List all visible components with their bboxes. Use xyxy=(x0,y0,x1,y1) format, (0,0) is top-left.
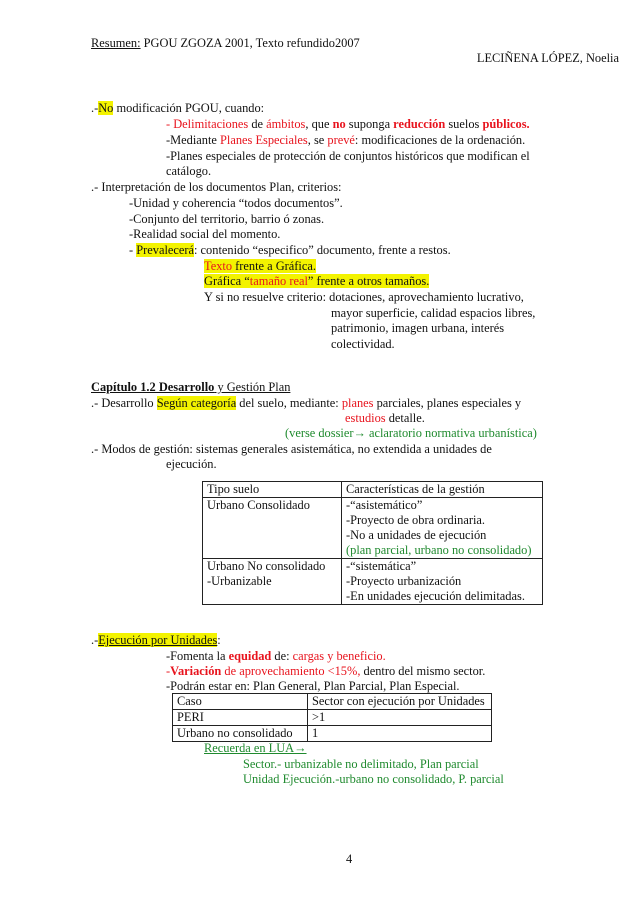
segun-categoria-term: Según categoría xyxy=(156,396,237,410)
table-row xyxy=(173,710,492,726)
text: .- Desarrollo xyxy=(91,396,157,410)
bullet: .- xyxy=(91,633,99,647)
cell-line: -No a unidades de ejecución xyxy=(346,528,487,542)
table-header-row xyxy=(173,694,492,710)
podran-line: -Podrán estar en: Plan General, Plan Parcial, Plan Especial. xyxy=(166,679,460,693)
criterion-item: -Realidad social del momento. xyxy=(129,227,281,241)
desarrollo-line xyxy=(91,396,521,411)
chapter-heading xyxy=(91,380,290,395)
variacion-line xyxy=(166,664,485,679)
catalogo-line: catálogo. xyxy=(166,164,212,178)
tipo-suelo-table xyxy=(202,481,543,605)
table-header-row xyxy=(203,482,543,498)
texto-line xyxy=(204,259,316,274)
page-number: 4 xyxy=(346,852,353,866)
ejecucion-term: Ejecución por Unidades xyxy=(98,633,218,647)
text: parciales, planes especiales y xyxy=(373,396,522,410)
planes-especiales-line xyxy=(166,133,525,148)
text: de xyxy=(248,117,267,131)
texto-term: Texto xyxy=(204,259,233,273)
text: suponga xyxy=(345,117,394,131)
table-cell: Urbano Consolidado xyxy=(203,498,342,559)
header-doc-title: PGOU ZGOZA 2001, Texto refundido2007 xyxy=(140,36,360,50)
text: , que xyxy=(305,117,333,131)
chapter-title: Capítulo 1.2 Desarrollo xyxy=(91,380,215,394)
text: -Fomenta la xyxy=(166,649,229,663)
planes-term: planes xyxy=(341,396,374,410)
delimitaciones-term: Delimitaciones xyxy=(173,117,249,131)
header-title xyxy=(91,36,360,51)
cell-line: -“asistemático” xyxy=(346,498,423,512)
text: , se xyxy=(307,133,328,147)
table-row xyxy=(203,559,543,605)
table-row xyxy=(203,498,543,559)
fomenta-line xyxy=(166,649,386,664)
criterio-line: Y si no resuelve criterio: dotaciones, aprovechamiento lucrativo, xyxy=(204,290,524,304)
ejecucion-heading xyxy=(91,633,221,648)
text: -Mediante xyxy=(166,133,221,147)
text: ” frente a otros tamaños. xyxy=(307,274,430,288)
recuerda-lua: Recuerda en LUA→ xyxy=(204,741,307,755)
table-cell xyxy=(342,559,543,605)
text: Gráfica “ xyxy=(204,274,250,288)
publicos-term: públicos. xyxy=(482,117,530,131)
text: dentro del mismo sector. xyxy=(360,664,486,678)
criterion-item: -Conjunto del territorio, barrio ó zonas. xyxy=(129,212,325,226)
text: de: xyxy=(271,649,293,663)
interpretacion-heading: .- Interpretación de los documentos Plan, criterios: xyxy=(91,180,342,194)
table-header-cell: Caso xyxy=(173,694,308,710)
aprovechamiento-term: de aprovechamiento <15%, xyxy=(221,664,361,678)
preve-term: prevé xyxy=(327,133,355,147)
estudios-term: estudios xyxy=(345,411,386,425)
header-prefix: Resumen: xyxy=(91,36,141,50)
header-author: LECIÑENA LÓPEZ, Noelia xyxy=(476,51,619,65)
tamano-real-term: tamaño real xyxy=(249,274,308,288)
table-cell xyxy=(203,559,342,605)
table-cell: 1 xyxy=(308,726,492,742)
table-cell: >1 xyxy=(308,710,492,726)
casos-table xyxy=(172,693,492,742)
verse-dossier-note: (verse dossier→ aclaratorio normativa urbanística) xyxy=(285,426,537,440)
no-term: no xyxy=(332,117,346,131)
reduccion-term: reducción xyxy=(393,117,446,131)
text: frente a Gráfica. xyxy=(232,259,316,273)
variacion-term: Variación xyxy=(170,664,222,678)
cell-line: -En unidades ejecución delimitadas. xyxy=(346,589,525,603)
delimitaciones-line xyxy=(166,117,530,132)
equidad-term: equidad xyxy=(228,649,272,663)
bullet: .- xyxy=(91,101,99,115)
proteccion-line: -Planes especiales de protección de conjuntos históricos que modifican el xyxy=(166,149,530,163)
criterio-line: patrimonio, imagen urbana, interés xyxy=(331,321,505,335)
text: : modificaciones de la ordenación. xyxy=(354,133,526,147)
modos-gestion-line-2: ejecución. xyxy=(166,457,217,471)
dash: - xyxy=(166,664,171,678)
cell-line: -Proyecto de obra ordinaria. xyxy=(346,513,485,527)
cell-line: Urbano No consolidado xyxy=(207,559,326,573)
table-header-cell: Tipo suelo xyxy=(203,482,342,498)
planes-especiales-term: Planes Especiales xyxy=(220,133,308,147)
cell-line: -“sistemática” xyxy=(346,559,417,573)
text: detalle. xyxy=(385,411,425,425)
text: suelos xyxy=(445,117,483,131)
cargas-term: cargas y beneficio. xyxy=(292,649,386,663)
text: del suelo, mediante: xyxy=(236,396,342,410)
cell-line: -Urbanizable xyxy=(207,574,272,588)
table-row xyxy=(173,726,492,742)
prevalecera-item xyxy=(129,243,451,258)
criterion-item: -Unidad y coherencia “todos documentos”. xyxy=(129,196,343,210)
dash: - xyxy=(129,243,137,257)
table-header-cell: Características de la gestión xyxy=(342,482,543,498)
table-cell: PERI xyxy=(173,710,308,726)
modos-gestion-line: .- Modos de gestión: sistemas generales asistemática, no extendida a unidades de xyxy=(91,442,492,456)
dash: - xyxy=(166,117,174,131)
cell-line: (plan parcial, urbano no consolidado) xyxy=(346,543,532,557)
highlight-no: No xyxy=(98,101,114,115)
prevalecera-term: Prevalecerá xyxy=(136,243,195,257)
chapter-subtitle: y Gestión Plan xyxy=(214,380,291,394)
text: : xyxy=(217,633,221,647)
table-cell xyxy=(342,498,543,559)
grafica-line xyxy=(204,274,429,289)
no-modification-heading xyxy=(91,101,264,116)
table-cell: Urbano no consolidado xyxy=(173,726,308,742)
ambitos-term: ámbitos xyxy=(266,117,306,131)
sector-note: Sector.- urbanizable no delimitado, Plan parcial xyxy=(243,757,479,771)
criterio-line: colectividad. xyxy=(331,337,395,351)
table-header-cell: Sector con ejecución por Unidades xyxy=(308,694,492,710)
heading-text: modificación PGOU, cuando: xyxy=(113,101,265,115)
text: : contenido “especifico” documento, frente a restos. xyxy=(194,243,451,257)
cell-line: -Proyecto urbanización xyxy=(346,574,462,588)
estudios-line xyxy=(345,411,425,426)
criterio-line: mayor superficie, calidad espacios libres, xyxy=(331,306,536,320)
unidad-note: Unidad Ejecución.-urbano no consolidado, P. parcial xyxy=(243,772,504,786)
